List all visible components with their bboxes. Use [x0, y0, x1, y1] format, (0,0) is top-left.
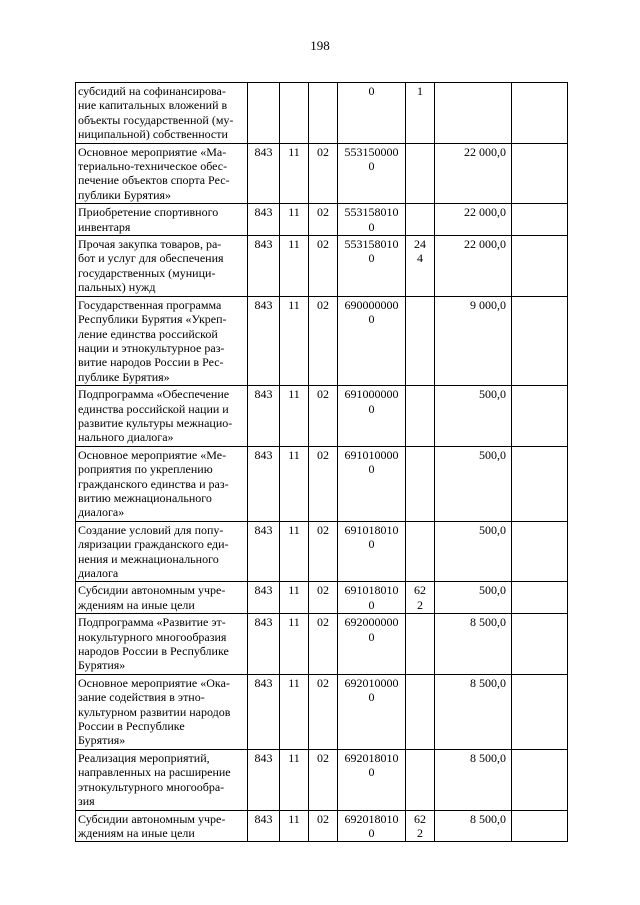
cell-extra [512, 810, 568, 842]
cell-target-article: 553158010 0 [338, 236, 406, 297]
cell-section [280, 83, 309, 144]
cell-subsection: 02 [309, 204, 338, 236]
cell-amount: 8 500,0 [435, 674, 512, 749]
cell-expense-type: 62 2 [406, 582, 435, 614]
cell-subsection: 02 [309, 386, 338, 447]
table-row [76, 521, 568, 582]
cell-subsection: 02 [309, 143, 338, 204]
cell-subsection: 02 [309, 521, 338, 582]
cell-extra [512, 236, 568, 297]
table-body [76, 83, 568, 842]
cell-expense-type: 24 4 [406, 236, 435, 297]
cell-extra [512, 204, 568, 236]
cell-target-article: 692000000 0 [338, 614, 406, 675]
cell-expense-type [406, 749, 435, 810]
cell-amount: 500,0 [435, 446, 512, 521]
table-row [76, 83, 568, 144]
cell-section: 11 [280, 386, 309, 447]
cell-name: Подпрограмма «Развитие эт- нокультурного многообразия народов России в Республике Бурятия» [76, 614, 248, 675]
cell-section: 11 [280, 446, 309, 521]
cell-grbs [248, 83, 280, 144]
cell-expense-type [406, 614, 435, 675]
cell-name: Создание условий для попу- ляризации гражданского еди- нения и межнационального диалога [76, 521, 248, 582]
cell-subsection: 02 [309, 810, 338, 842]
cell-subsection: 02 [309, 236, 338, 297]
table-row [76, 236, 568, 297]
table-row [76, 582, 568, 614]
page-number: 198 [310, 38, 330, 53]
budget-table [75, 82, 568, 842]
table-row [76, 204, 568, 236]
cell-expense-type: 62 2 [406, 810, 435, 842]
cell-amount: 9 000,0 [435, 296, 512, 385]
cell-target-article: 692018010 0 [338, 749, 406, 810]
cell-name: субсидий на софинансирова- ние капитальных вложений в объекты государственной (му- ниципальной) собственности [76, 83, 248, 144]
cell-amount: 22 000,0 [435, 236, 512, 297]
cell-target-article: 690000000 0 [338, 296, 406, 385]
table-row [76, 386, 568, 447]
cell-amount: 22 000,0 [435, 143, 512, 204]
cell-section: 11 [280, 236, 309, 297]
cell-extra [512, 674, 568, 749]
cell-section: 11 [280, 674, 309, 749]
cell-expense-type [406, 446, 435, 521]
cell-expense-type [406, 143, 435, 204]
cell-target-article: 0 [338, 83, 406, 144]
cell-extra [512, 386, 568, 447]
cell-expense-type [406, 296, 435, 385]
cell-expense-type: 1 [406, 83, 435, 144]
cell-section: 11 [280, 810, 309, 842]
cell-target-article: 691018010 0 [338, 521, 406, 582]
cell-section: 11 [280, 614, 309, 675]
table-row [76, 143, 568, 204]
cell-target-article: 691000000 0 [338, 386, 406, 447]
cell-amount: 8 500,0 [435, 614, 512, 675]
cell-grbs: 843 [248, 143, 280, 204]
cell-extra [512, 521, 568, 582]
cell-extra [512, 582, 568, 614]
cell-grbs: 843 [248, 521, 280, 582]
cell-grbs: 843 [248, 296, 280, 385]
cell-name: Государственная программа Республики Бурятия «Укреп- ление единства российской нации и этнокультурное раз- витие народов России в Рес- публике Бурятия» [76, 296, 248, 385]
cell-section: 11 [280, 204, 309, 236]
cell-section: 11 [280, 521, 309, 582]
cell-name: Подпрограмма «Обеспечение единства российской нации и развитие культуры межнацио- нального диалога» [76, 386, 248, 447]
cell-extra [512, 296, 568, 385]
cell-expense-type [406, 204, 435, 236]
cell-amount: 22 000,0 [435, 204, 512, 236]
cell-expense-type [406, 674, 435, 749]
cell-name: Приобретение спортивного инвентаря [76, 204, 248, 236]
cell-subsection: 02 [309, 674, 338, 749]
cell-subsection: 02 [309, 749, 338, 810]
cell-extra [512, 749, 568, 810]
cell-section: 11 [280, 749, 309, 810]
cell-name: Субсидии автономным учре- ждениям на иные цели [76, 810, 248, 842]
cell-section: 11 [280, 582, 309, 614]
cell-subsection: 02 [309, 582, 338, 614]
cell-grbs: 843 [248, 749, 280, 810]
cell-extra [512, 83, 568, 144]
cell-expense-type [406, 521, 435, 582]
cell-target-article: 692018010 0 [338, 810, 406, 842]
cell-amount: 500,0 [435, 582, 512, 614]
table-row [76, 446, 568, 521]
cell-target-article: 692010000 0 [338, 674, 406, 749]
table-row [76, 810, 568, 842]
cell-name: Основное мероприятие «Ока- зание содействия в этно- культурном развитии народов России в Республике Бурятия» [76, 674, 248, 749]
cell-target-article: 691018010 0 [338, 582, 406, 614]
table-row [76, 296, 568, 385]
cell-extra [512, 143, 568, 204]
cell-name: Основное мероприятие «Ма- териально-техническое обес- печение объектов спорта Рес- публики Бурятия» [76, 143, 248, 204]
cell-grbs: 843 [248, 614, 280, 675]
cell-name: Прочая закупка товаров, ра- бот и услуг для обеспечения государственных (муници- пальных) нужд [76, 236, 248, 297]
cell-section: 11 [280, 143, 309, 204]
cell-name: Субсидии автономным учре- ждениям на иные цели [76, 582, 248, 614]
cell-amount: 8 500,0 [435, 810, 512, 842]
table-row [76, 674, 568, 749]
cell-grbs: 843 [248, 446, 280, 521]
cell-target-article: 553150000 0 [338, 143, 406, 204]
cell-grbs: 843 [248, 674, 280, 749]
cell-amount: 500,0 [435, 386, 512, 447]
cell-target-article: 691010000 0 [338, 446, 406, 521]
cell-extra [512, 446, 568, 521]
cell-grbs: 843 [248, 236, 280, 297]
cell-subsection: 02 [309, 614, 338, 675]
table-row [76, 749, 568, 810]
cell-amount: 500,0 [435, 521, 512, 582]
cell-name: Основное мероприятие «Ме- роприятия по укреплению гражданского единства и раз- витию межнационального диалога» [76, 446, 248, 521]
cell-amount: 8 500,0 [435, 749, 512, 810]
cell-grbs: 843 [248, 204, 280, 236]
cell-grbs: 843 [248, 386, 280, 447]
cell-subsection [309, 83, 338, 144]
cell-subsection: 02 [309, 446, 338, 521]
cell-subsection: 02 [309, 296, 338, 385]
cell-target-article: 553158010 0 [338, 204, 406, 236]
cell-section: 11 [280, 296, 309, 385]
cell-extra [512, 614, 568, 675]
cell-amount [435, 83, 512, 144]
cell-name: Реализация мероприятий, направленных на расширение этнокультурного многообра- зия [76, 749, 248, 810]
cell-grbs: 843 [248, 582, 280, 614]
cell-expense-type [406, 386, 435, 447]
table-row [76, 614, 568, 675]
cell-grbs: 843 [248, 810, 280, 842]
